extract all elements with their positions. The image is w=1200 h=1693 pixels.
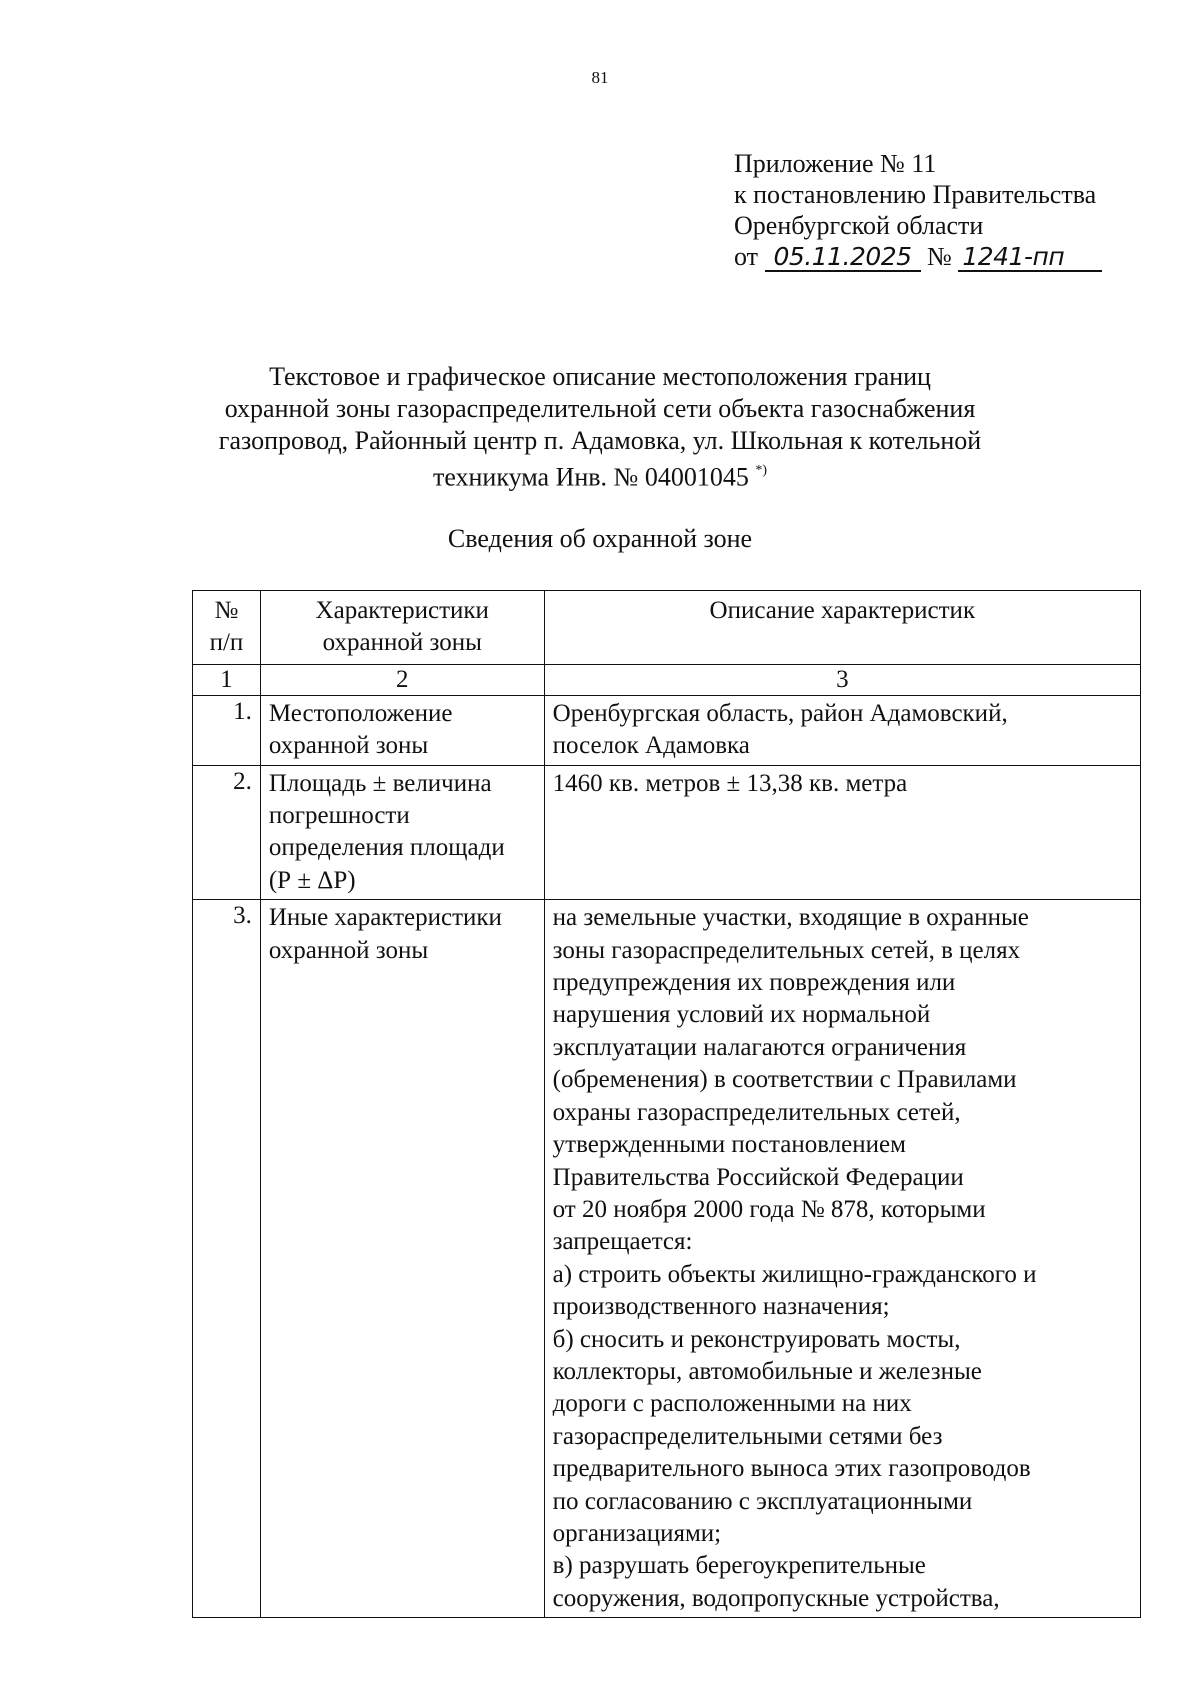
text-line: производственного назначения;: [552, 1293, 890, 1321]
text-line: охраны газораспределительных сетей,: [552, 1098, 961, 1126]
text-line: Местоположение: [268, 699, 453, 727]
text-line: определения площади: [268, 834, 505, 862]
handwritten-date: 05.11.2025: [765, 244, 921, 272]
text-line: Площадь ± величина: [268, 769, 492, 797]
text-line: сооружения, водопропускные устройства,: [552, 1584, 1000, 1612]
text-line: нарушения условий их нормальной: [552, 1001, 931, 1029]
text-line: зоны газораспределительных сетей, в целях: [552, 936, 1021, 964]
title-line-2: охранной зоны газораспределительной сети объекта газоснабжения: [224, 394, 976, 423]
header-characteristic-line: Характеристики: [315, 597, 489, 624]
footnote-mark: *): [755, 463, 768, 478]
text-line: Правительства Российской Федерации: [552, 1163, 964, 1191]
appendix-block: [734, 148, 1102, 272]
title-line-3: газопровод, Районный центр п. Адамовка, ул. Школьная к котельной: [218, 426, 982, 455]
number-prefix: №: [927, 242, 952, 271]
header-characteristic: [260, 591, 544, 665]
column-number: 3: [544, 664, 1140, 695]
text-line: (обременения) в соответствии с Правилами: [552, 1066, 1017, 1094]
row-number: 3.: [193, 900, 261, 1618]
row-description: [544, 695, 1140, 765]
appendix-title: Приложение № 11: [734, 149, 937, 178]
row-number: 1.: [193, 695, 261, 765]
title-line-1: Текстовое и графическое описание местоположения границ: [269, 362, 931, 391]
column-number: 1: [193, 664, 261, 695]
page-number: 81: [591, 68, 609, 87]
text-line: от 20 ноября 2000 года № 878, которыми: [552, 1195, 986, 1223]
row-description: [544, 900, 1140, 1618]
text-line: охранной зоны: [268, 936, 429, 964]
zone-table: [192, 590, 1141, 1618]
text-line: погрешности: [268, 802, 410, 830]
row-characteristic: [260, 765, 544, 900]
header-characteristic-line: охранной зоны: [322, 629, 482, 657]
table-row: [193, 900, 1141, 1618]
text-line: 1460 кв. метров ± 13,38 кв. метра: [552, 769, 908, 797]
table-header-row: [193, 591, 1141, 665]
title-line-4: [180, 457, 1020, 494]
title-line-4-text: техникума Инв. № 04001045: [432, 462, 749, 492]
column-number: 2: [260, 664, 544, 695]
appendix-ref: к постановлению Правительства: [734, 180, 1097, 209]
text-line: коллекторы, автомобильные и железные: [552, 1357, 982, 1385]
date-prefix: от: [734, 242, 759, 271]
text-line: на земельные участки, входящие в охранные: [552, 904, 1029, 932]
row-description: [544, 765, 1140, 900]
table-row: [193, 765, 1141, 900]
header-description-line: Описание характеристик: [709, 597, 976, 624]
header-num-line: №: [214, 597, 239, 624]
text-line: запрещается:: [552, 1228, 693, 1256]
text-line: эксплуатации налагаются ограничения: [552, 1033, 967, 1061]
text-line: предварительного выноса этих газопроводов: [552, 1455, 1031, 1483]
text-line: (Р ± ΔР): [268, 866, 356, 894]
text-line: охранной зоны: [268, 732, 429, 760]
text-line: газораспределительными сетями без: [552, 1422, 943, 1450]
header-description: [544, 591, 1140, 665]
header-num-line: п/п: [209, 629, 244, 657]
text-line: а) строить объекты жилищно-гражданского и: [552, 1260, 1037, 1288]
column-number-row: [193, 664, 1141, 695]
header-num: [193, 591, 261, 665]
text-line: утвержденными постановлением: [552, 1131, 906, 1159]
text-line: в) разрушать берегоукрепительные: [552, 1552, 926, 1580]
document-title: [180, 361, 1020, 494]
row-characteristic: [260, 695, 544, 765]
table-row: [193, 695, 1141, 765]
text-line: предупреждения их повреждения или: [552, 969, 956, 997]
text-line: по согласованию с эксплуатационными: [552, 1487, 973, 1515]
handwritten-number: 1241-пп: [958, 244, 1102, 272]
section-title: Сведения об охранной зоне: [447, 524, 753, 553]
text-line: поселок Адамовка: [552, 732, 750, 760]
text-line: б) сносить и реконструировать мосты,: [552, 1325, 961, 1353]
text-line: Иные характеристики: [268, 904, 502, 932]
row-characteristic: [260, 900, 544, 1618]
text-line: Оренбургская область, район Адамовский,: [552, 699, 1008, 727]
row-number: 2.: [193, 765, 261, 900]
appendix-date-line: [734, 241, 1102, 272]
text-line: дороги с расположенными на них: [552, 1390, 912, 1418]
appendix-region: Оренбургской области: [734, 211, 984, 240]
text-line: организациями;: [552, 1519, 722, 1547]
